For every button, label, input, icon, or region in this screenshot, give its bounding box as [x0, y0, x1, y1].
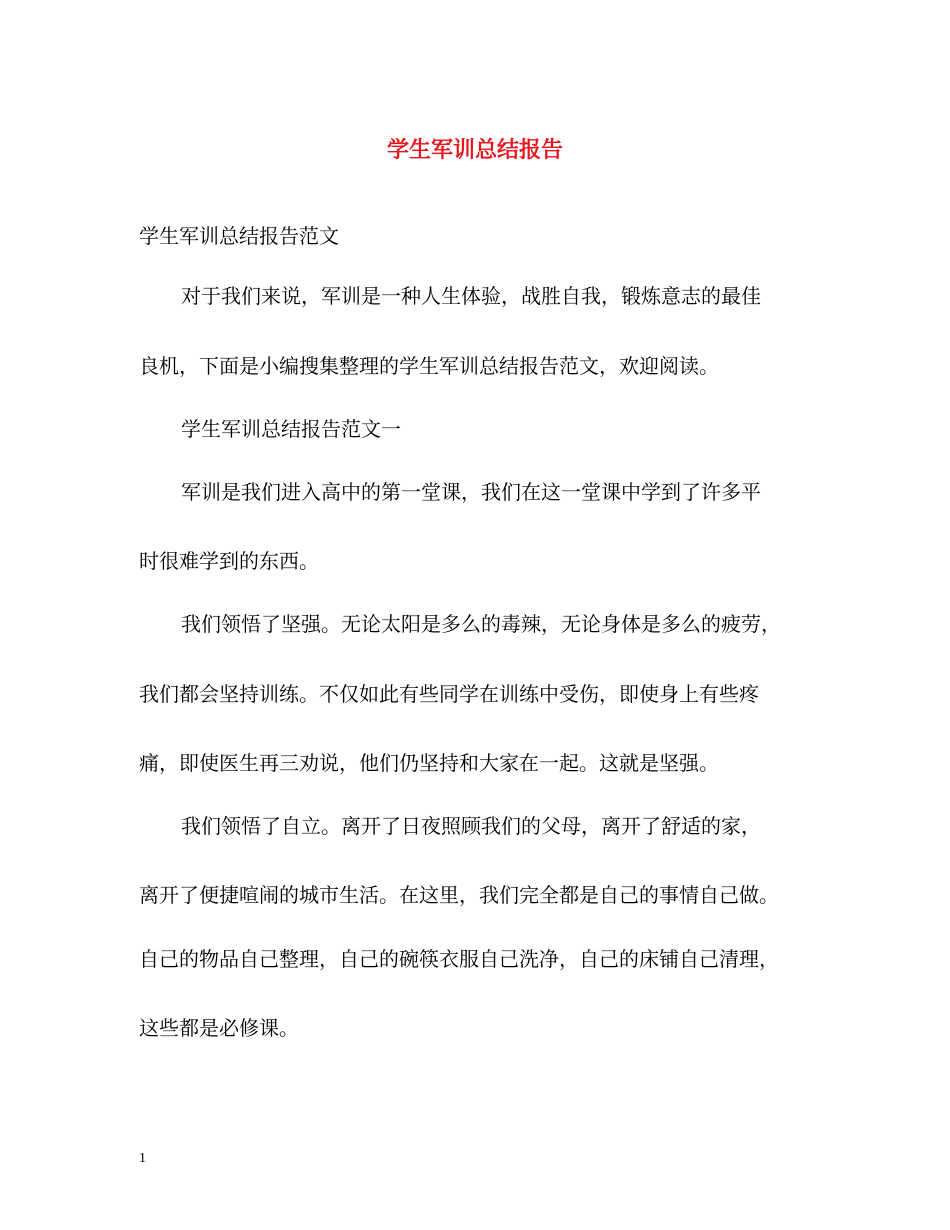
paragraph-line: 良机，下面是小编搜集整理的学生军训总结报告范文，欢迎阅读。 — [139, 354, 719, 378]
paragraph-line: 对于我们来说，军训是一种人生体验，战胜自我，锻炼意志的最佳 — [181, 284, 761, 308]
paragraph-line: 这些都是必修课。 — [139, 1016, 299, 1040]
paragraph-line: 时很难学到的东西。 — [139, 549, 319, 573]
page-number: 1 — [139, 1151, 146, 1166]
paragraph-line: 军训是我们进入高中的第一堂课，我们在这一堂课中学到了许多平 — [181, 480, 761, 504]
paragraph-line: 离开了便捷喧闹的城市生活。在这里，我们完全都是自己的事情自己做。 — [139, 883, 779, 907]
paragraph-line: 痛，即使医生再三劝说，他们仍坚持和大家在一起。这就是坚强。 — [139, 751, 719, 775]
subsection-heading: 学生军训总结报告范文一 — [181, 417, 401, 441]
paragraph-line: 我们领悟了坚强。无论太阳是多么的毒辣，无论身体是多么的疲劳， — [181, 612, 781, 636]
paragraph-line: 自己的物品自己整理，自己的碗筷衣服自己洗净，自己的床铺自己清理， — [139, 947, 779, 971]
paragraph-line: 我们都会坚持训练。不仅如此有些同学在训练中受伤，即使身上有些疼 — [139, 682, 759, 706]
section-heading: 学生军训总结报告范文 — [139, 224, 339, 248]
paragraph-line: 我们领悟了自立。离开了日夜照顾我们的父母，离开了舒适的家， — [181, 814, 761, 838]
document-title: 学生军训总结报告 — [386, 137, 563, 163]
